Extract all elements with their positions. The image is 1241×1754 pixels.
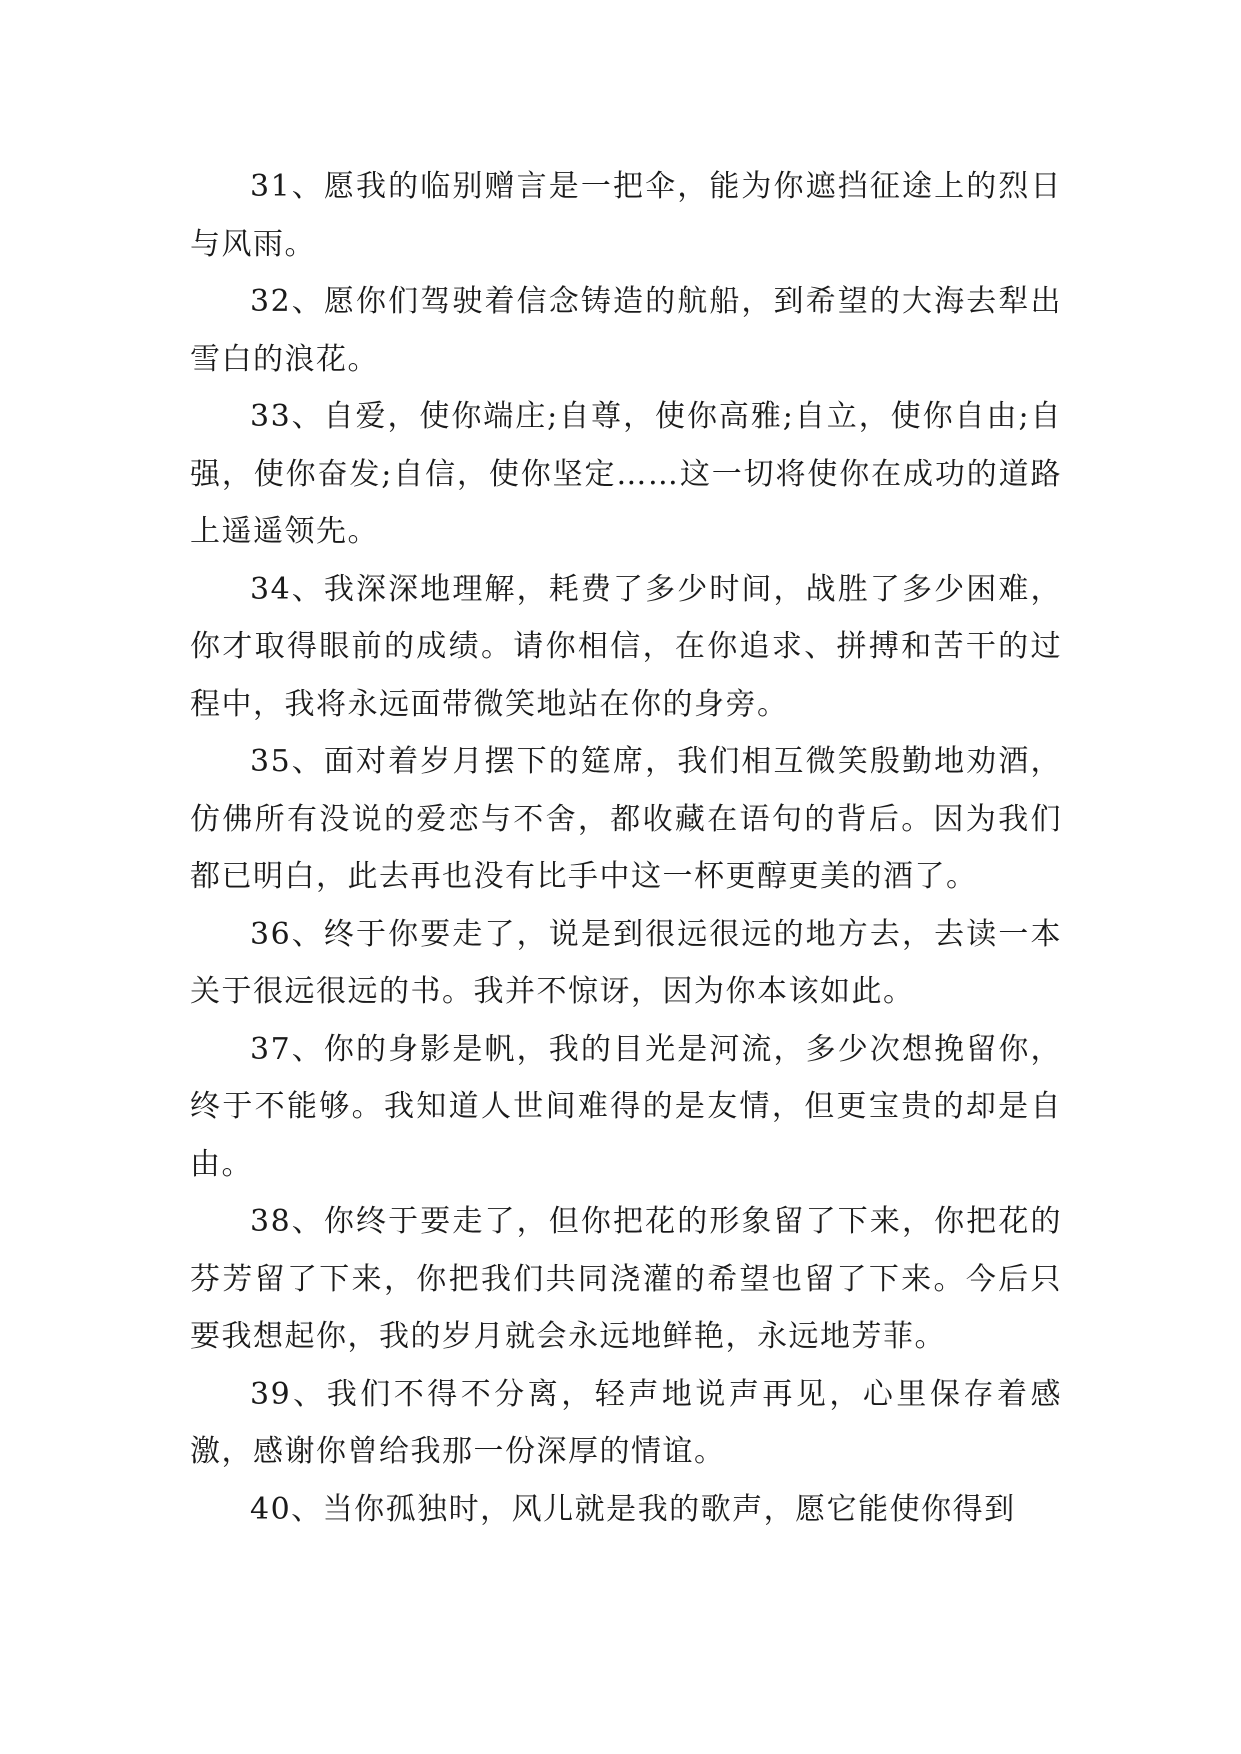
paragraph-35: 35、面对着岁月摆下的筵席，我们相互微笑殷勤地劝酒，仿佛所有没说的爱恋与不舍，都收藏在语句的背后。因为我们都已明白，此去再也没有比手中这一杯更醇更美的酒了。 xyxy=(190,744,1062,894)
paragraph-31: 31、愿我的临别赠言是一把伞，能为你遮挡征途上的烈日与风雨。 xyxy=(190,169,1062,262)
document-body xyxy=(190,158,1062,1538)
paragraph-32: 32、愿你们驾驶着信念铸造的航船，到希望的大海去犁出雪白的浪花。 xyxy=(190,284,1062,377)
paragraph-33: 33、自爱，使你端庄;自尊，使你高雅;自立，使你自由;自强，使你奋发;自信，使你坚定……这一切将使你在成功的道路上遥遥领先。 xyxy=(190,399,1062,549)
paragraph-34: 34、我深深地理解，耗费了多少时间，战胜了多少困难，你才取得眼前的成绩。请你相信，在你追求、拼搏和苦干的过程中，我将永远面带微笑地站在你的身旁。 xyxy=(190,571,1062,722)
paragraph-40: 40、当你孤独时，风儿就是我的歌声，愿它能使你得到 xyxy=(250,1491,1016,1527)
paragraph-37: 37、你的身影是帆，我的目光是河流，多少次想挽留你，终于不能够。我知道人世间难得的是友情，但更宝贵的却是自由。 xyxy=(190,1031,1062,1182)
paragraph-38: 38、你终于要走了，但你把花的形象留了下来，你把花的芬芳留了下来，你把我们共同浇灌的希望也留了下来。今后只要我想起你，我的岁月就会永远地鲜艳，永远地芳菲。 xyxy=(190,1204,1062,1354)
paragraph-36: 36、终于你要走了，说是到很远很远的地方去，去读一本关于很远很远的书。我并不惊讶，因为你本该如此。 xyxy=(190,916,1062,1009)
paragraph-39: 39、我们不得不分离，轻声地说声再见，心里保存着感激，感谢你曾给我那一份深厚的情谊。 xyxy=(190,1376,1062,1469)
